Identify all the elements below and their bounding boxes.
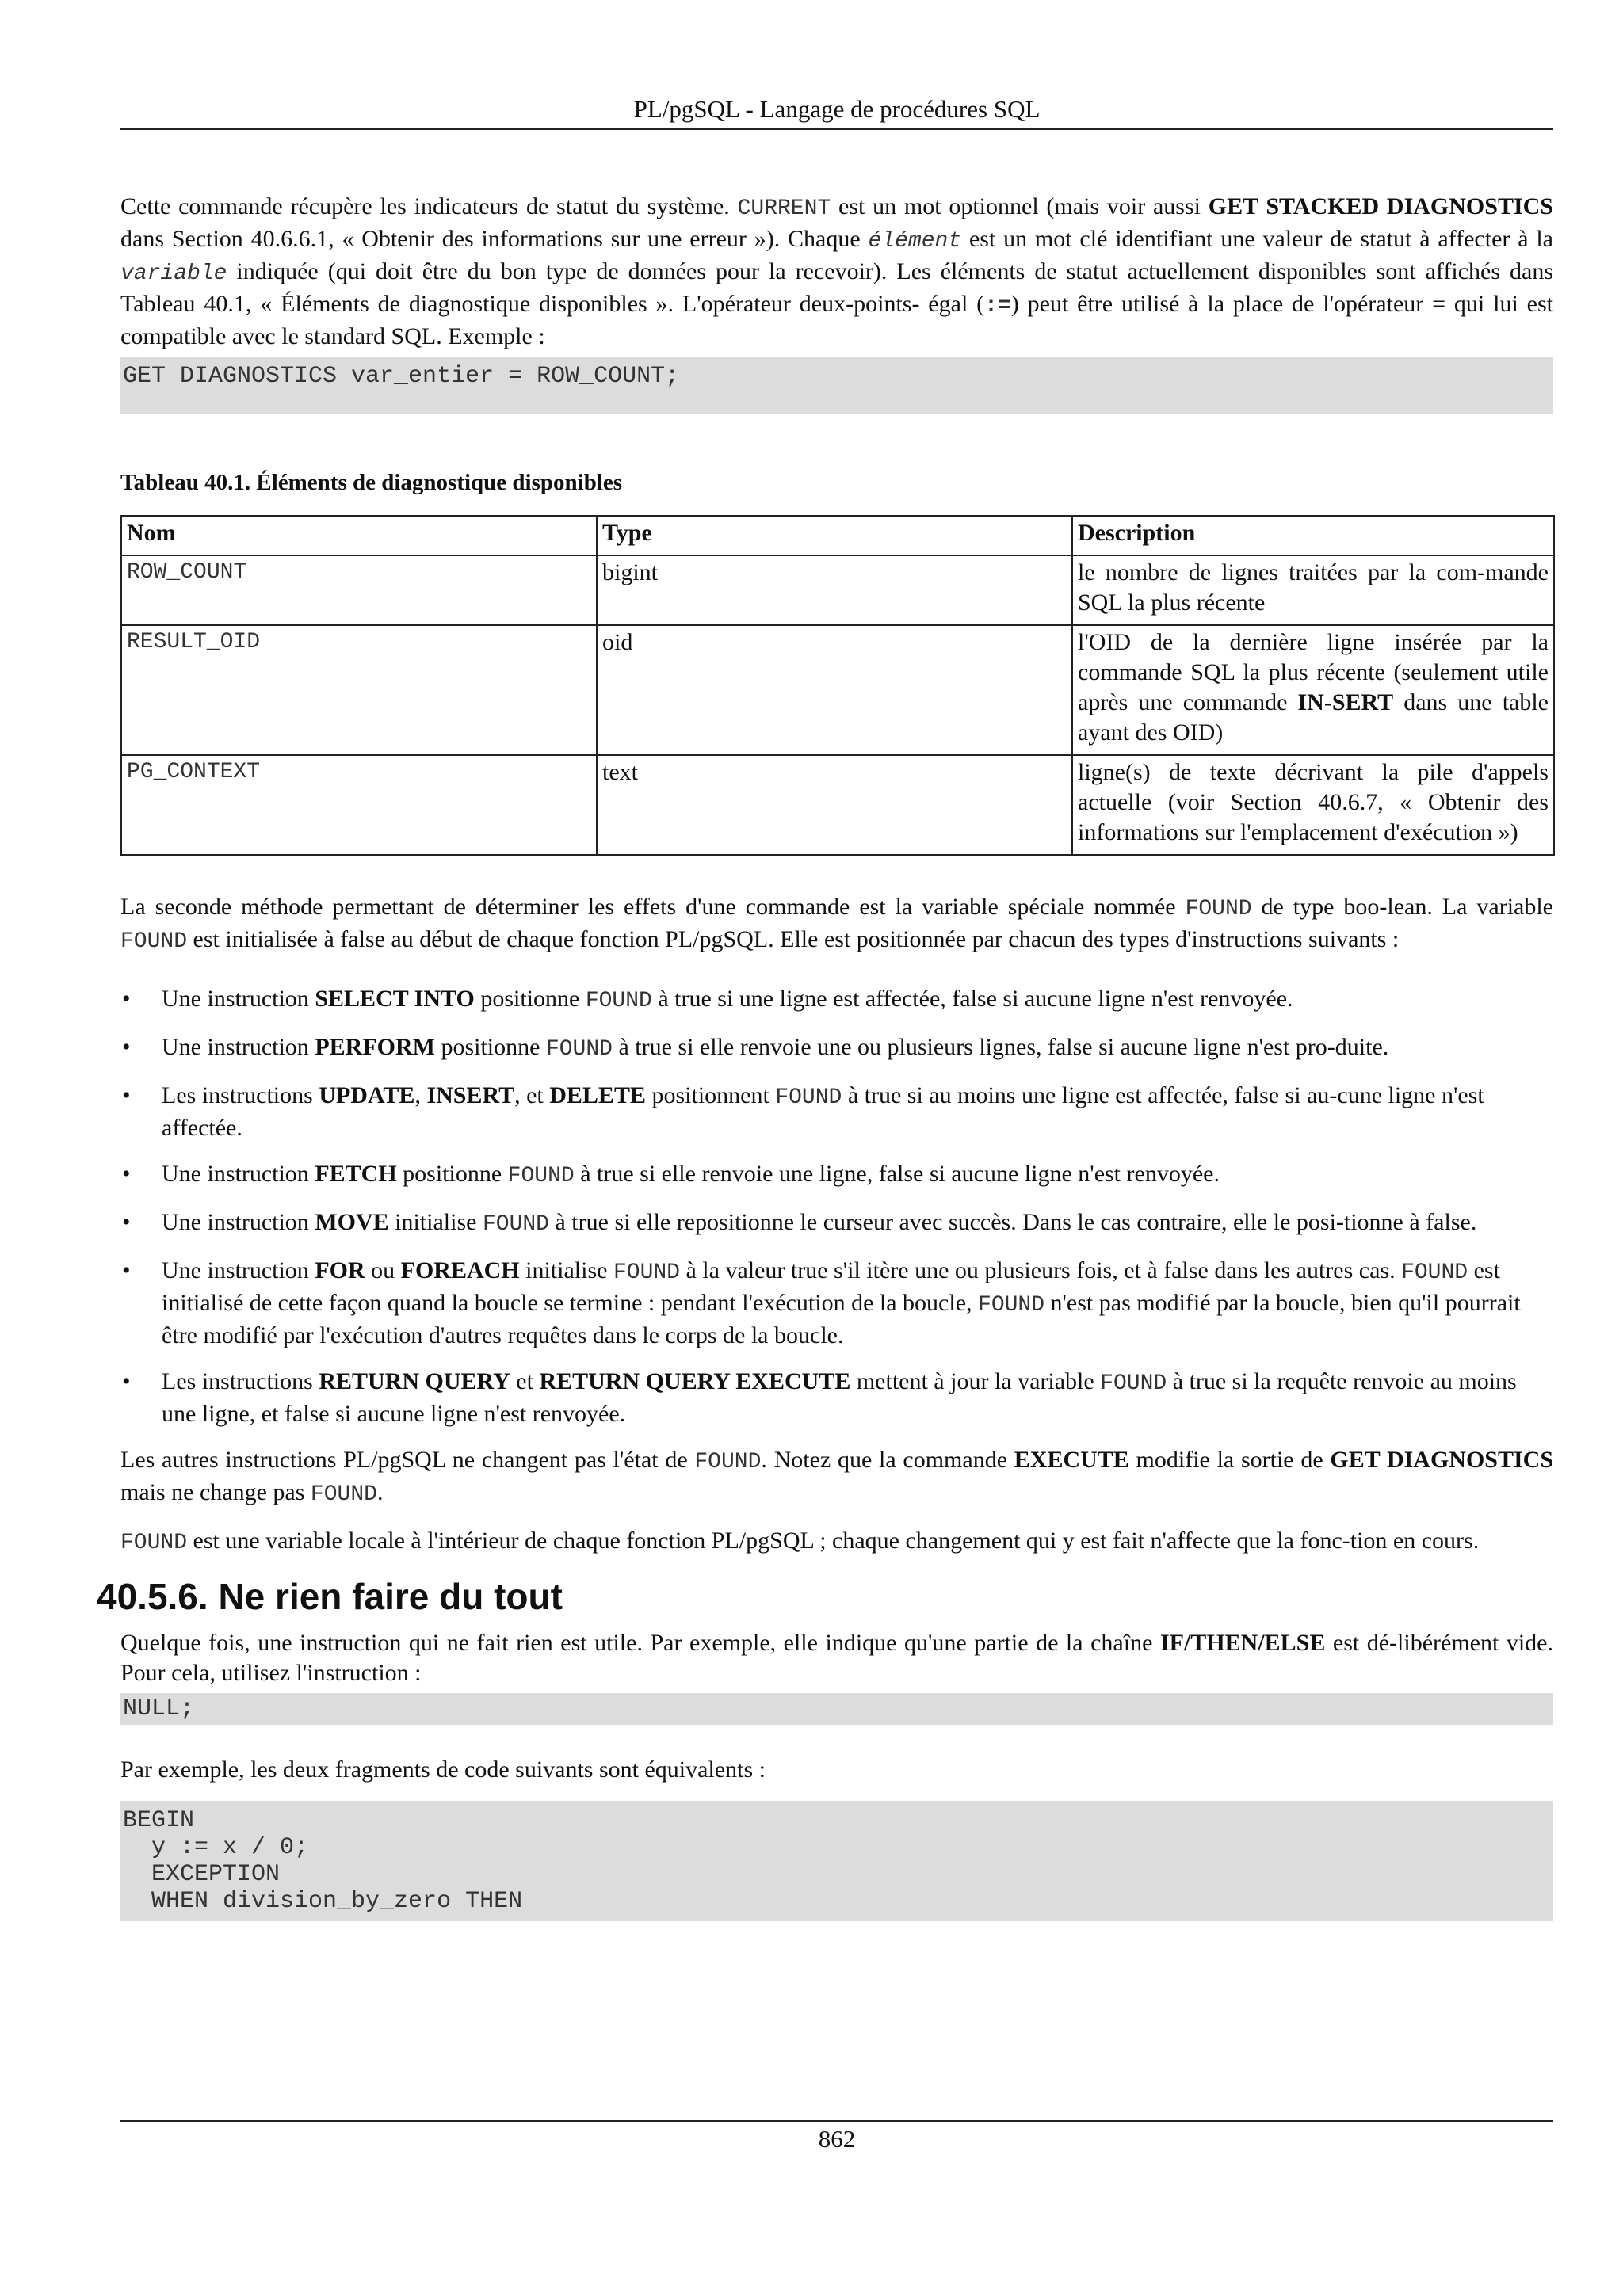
bullet-icon: •: [122, 1161, 131, 1187]
text-run: Cette commande récupère les indicateurs de statut du système.: [120, 193, 738, 219]
bullet-icon: •: [122, 1257, 131, 1283]
keyword: SELECT INTO: [315, 986, 475, 1012]
text-run: Les instructions: [162, 1082, 319, 1108]
code-null-statement: NULL;: [120, 1693, 1553, 1725]
section-heading: 40.5.6. Ne rien faire du tout: [97, 1576, 563, 1617]
code-found: FOUND: [1100, 1371, 1167, 1396]
text-run: à true si une ligne est affectée, false si aucune ligne n'est renvoyée.: [651, 986, 1293, 1012]
list-item: [120, 1207, 1553, 1240]
cell-name: RESULT_OID: [121, 625, 597, 755]
text-run: Quelque fois, une instruction qui ne fait rien est utile. Par exemple, elle indique qu'une partie de la chaîne: [120, 1630, 1160, 1656]
cell-type: text: [597, 755, 1072, 855]
text-run: .: [376, 1479, 384, 1505]
text-run: est un mot clé identifiant une valeur de statut à affecter à la: [961, 226, 1553, 252]
column-header-description: Description: [1072, 516, 1554, 555]
text-run: ) peut être utilisé à la place de l'opérateur = qui lui est compatible avec le standard SQL. Exemple :: [120, 291, 1553, 349]
text-run: est dé-libérément vide. Pour cela, utilisez l'instruction :: [120, 1630, 1553, 1686]
text-run: est un mot optionnel (mais voir aussi: [831, 193, 1209, 219]
list-item: [120, 1159, 1553, 1192]
list-item: [120, 1367, 1553, 1429]
text-run: initialise: [519, 1257, 613, 1283]
text-run: , et: [514, 1082, 550, 1108]
text-run: . Notez que la commande: [761, 1447, 1014, 1473]
table-title: Tableau 40.1. Éléments de diagnostique disponibles: [120, 470, 623, 495]
text-run: à la valeur true s'il itère une ou plusieurs fois, et à false dans les autres cas.: [679, 1257, 1402, 1283]
text-run: n'est pas modifié par la boucle, bien qu'il pourrait être modifié par l'exécution d'autres requêtes dans le corps de la boucle.: [162, 1290, 1521, 1348]
text-run: positionne: [434, 1034, 546, 1060]
bullet-icon: •: [122, 1368, 131, 1394]
keyword: FOR: [315, 1257, 365, 1283]
code-assign-operator: :=: [984, 294, 1011, 318]
text-run: Les autres instructions PL/pgSQL ne changent pas l'état de: [120, 1447, 695, 1473]
text-run: modifie la sortie de: [1128, 1447, 1331, 1473]
running-header: PL/pgSQL - Langage de procédures SQL: [633, 95, 1041, 123]
keyword: RETURN QUERY: [319, 1368, 510, 1394]
page-number: 862: [818, 2125, 856, 2153]
list-item: [120, 984, 1553, 1016]
page-content: [97, 192, 1554, 1921]
text-run: à true si elle renvoie une ligne, false si aucune ligne n'est renvoyée.: [574, 1161, 1220, 1187]
text-run: positionne: [396, 1161, 508, 1187]
local-variable-paragraph: [120, 1526, 1553, 1558]
equivalence-paragraph: Par exemple, les deux fragments de code suivants sont équivalents :: [120, 1756, 766, 1783]
text-run: positionnent: [645, 1082, 776, 1108]
keyword-insert: IN-SERT: [1297, 689, 1394, 715]
section-paragraph: [120, 1628, 1553, 1688]
code-found: FOUND: [507, 1164, 575, 1188]
text-run: à true si au moins une ligne est affectée, false si au-cune ligne n'est affectée.: [162, 1082, 1484, 1141]
other-statements-paragraph: [120, 1445, 1553, 1510]
keyword: INSERT: [426, 1082, 515, 1108]
code-example-get-diagnostics: GET DIAGNOSTICS var_entier = ROW_COUNT;: [120, 357, 1553, 414]
text-run: Une instruction: [162, 986, 315, 1012]
cell-name: ROW_COUNT: [121, 555, 597, 625]
keyword: DELETE: [549, 1082, 646, 1108]
text-run: initialise: [388, 1209, 483, 1235]
list-item: [120, 1032, 1553, 1065]
text-run: La seconde méthode permettant de déterminer les effets d'une commande est la variable spéciale nommée: [120, 894, 1186, 920]
column-header-type: Type: [597, 516, 1072, 555]
text-run: dans une table ayant des OID): [1078, 689, 1549, 746]
cell-type: bigint: [597, 555, 1072, 625]
bullet-icon: •: [122, 1034, 131, 1060]
code-found: FOUND: [482, 1212, 549, 1237]
code-found: FOUND: [120, 929, 188, 954]
keyword: FETCH: [315, 1161, 397, 1187]
code-found: FOUND: [585, 989, 652, 1013]
keyword: RETURN QUERY EXECUTE: [539, 1368, 851, 1394]
code-found: FOUND: [120, 1531, 188, 1555]
code-found: FOUND: [613, 1261, 680, 1285]
found-intro-paragraph: [120, 892, 1553, 957]
text-run: Une instruction: [162, 1209, 315, 1235]
code-found: FOUND: [694, 1450, 762, 1474]
text-run: de type boo-lean. La variable: [1251, 894, 1553, 920]
text-run: et: [510, 1368, 540, 1394]
text-run: ,: [414, 1082, 427, 1108]
cell-description: le nombre de lignes traitées par la com-mande SQL la plus récente: [1072, 555, 1554, 625]
list-item: [120, 1256, 1553, 1351]
table-row: [121, 755, 1554, 855]
code-found: FOUND: [545, 1037, 613, 1062]
keyword: IF/THEN/ELSE: [1159, 1630, 1326, 1656]
text-run: ou: [365, 1257, 401, 1283]
text-run: Une instruction: [162, 1161, 315, 1187]
bullet-icon: •: [122, 986, 131, 1012]
text-run: l'OID de la dernière ligne insérée par la commande SQL la plus récente (seulement utile après une commande: [1078, 629, 1549, 715]
keyword: EXECUTE: [1014, 1447, 1129, 1473]
bullet-icon: •: [122, 1209, 131, 1235]
diagnostics-table: [120, 515, 1555, 856]
code-found: FOUND: [1401, 1261, 1468, 1285]
text-run: est initialisée à false au début de chaque fonction PL/pgSQL. Elle est positionnée par chacun des types d'instructions suivants :: [187, 926, 1400, 952]
cell-name: PG_CONTEXT: [121, 755, 597, 855]
text-run: à true si elle repositionne le curseur avec succès. Dans le cas contraire, elle le posi-tionne à false.: [548, 1209, 1477, 1235]
text-run: est initialisé de cette façon quand la boucle se termine : pendant l'exécution de la boucle,: [162, 1257, 1500, 1316]
param-element: élément: [868, 229, 962, 254]
text-run: Les instructions: [162, 1368, 319, 1394]
header-rule: [120, 128, 1553, 130]
code-found: FOUND: [1185, 897, 1252, 921]
keyword: UPDATE: [319, 1082, 415, 1108]
text-run: dans Section 40.6.6.1, « Obtenir des informations sur une erreur »). Chaque: [120, 226, 869, 252]
keyword: GET DIAGNOSTICS: [1330, 1447, 1554, 1473]
cell-description: [1072, 625, 1554, 755]
footer-rule: [120, 2120, 1553, 2122]
text-run: Une instruction: [162, 1257, 315, 1283]
found-statement-list: [120, 984, 1553, 1429]
table-header-row: [121, 516, 1554, 555]
param-variable: variable: [120, 261, 227, 286]
code-begin-block: BEGIN y := x / 0; EXCEPTION WHEN division_by_zero THEN: [120, 1801, 1553, 1921]
text-run: à true si elle renvoie une ou plusieurs lignes, false si aucune ligne n'est pro-duite.: [612, 1034, 1389, 1060]
text-run: à true si la requête renvoie au moins une ligne, et false si aucune ligne n'est renvoyée.: [162, 1368, 1517, 1427]
keyword-get-stacked-diagnostics: GET STACKED DIAGNOSTICS: [1208, 193, 1553, 219]
text-run: Une instruction: [162, 1034, 315, 1060]
code-found: FOUND: [775, 1085, 842, 1110]
code-found: FOUND: [310, 1482, 377, 1507]
text-run: mettent à jour la variable: [850, 1368, 1101, 1394]
keyword: PERFORM: [315, 1034, 435, 1060]
cell-type: oid: [597, 625, 1072, 755]
text-run: indiquée (qui doit être du bon type de données pour la recevoir). Les éléments de statut actuellement disponibles sont affichés dans Tableau 40.1, « Éléments de diagnostique disponibles ». L'opérateur deux-points- égal (: [120, 258, 1553, 317]
keyword: FOREACH: [400, 1257, 520, 1283]
intro-paragraph: [120, 192, 1553, 352]
code-found: FOUND: [978, 1293, 1045, 1318]
list-item: [120, 1081, 1553, 1143]
bullet-icon: •: [122, 1082, 131, 1108]
keyword: MOVE: [315, 1209, 389, 1235]
table-row: [121, 555, 1554, 625]
column-header-name: Nom: [121, 516, 597, 555]
text-run: positionne: [474, 986, 586, 1012]
code-current: CURRENT: [737, 196, 831, 221]
text-run: est une variable locale à l'intérieur de chaque fonction PL/pgSQL ; chaque changement qui y est fait n'affecte que la fonc-tion en cours.: [187, 1527, 1480, 1554]
text-run: mais ne change pas: [120, 1479, 311, 1505]
table-row: [121, 625, 1554, 755]
cell-description: ligne(s) de texte décrivant la pile d'appels actuelle (voir Section 40.6.7, « Obtenir des informations sur l'emplacement d'exécution »): [1072, 755, 1554, 855]
